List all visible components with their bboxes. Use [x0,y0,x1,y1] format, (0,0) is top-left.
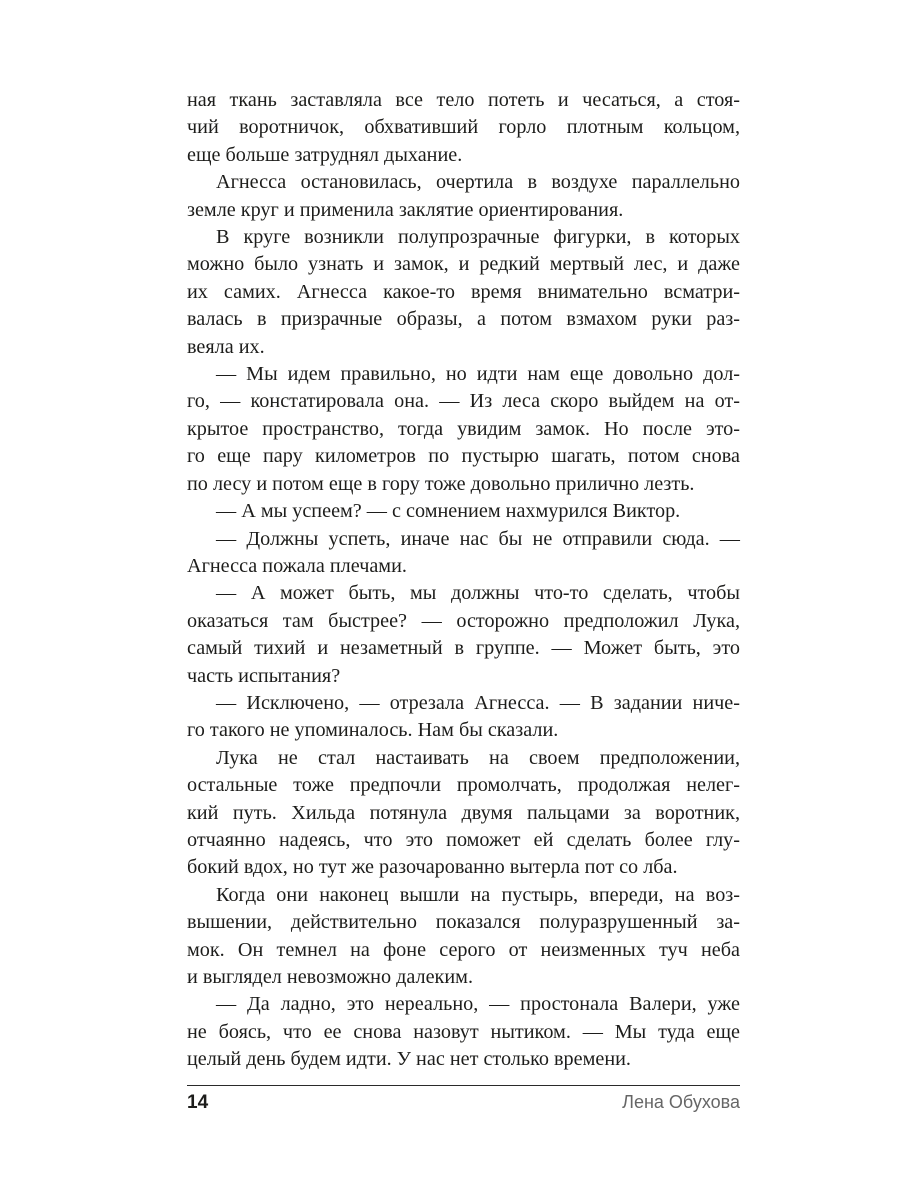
text-line: еще больше затруднял дыхание. [187,143,463,166]
text-line: — А может быть, мы должны что-то сделать, чтобы [216,582,740,605]
paragraph [187,498,740,525]
text-line: и выглядел невозможно далеким. [187,966,473,988]
text-line: Агнесса пожала плечами. [187,554,407,577]
paragraph [187,87,740,169]
text-line: го еще пару километров по пустырю шагать, потом снова [187,445,740,468]
paragraph [187,690,740,745]
paragraph [187,580,740,690]
text-line: кий путь. Хильда потянула двумя пальцами за воротник, [187,801,740,824]
text-line: оказаться там быстрее? — осторожно предположил Лука, [187,609,740,632]
text-line: го, — констатировала она. — Из леса скоро выйдем на от- [187,390,740,413]
text-line: — Мы идем правильно, но идти нам еще довольно дол- [216,363,740,386]
text-line: вышении, действительно показался полуразрушенный за- [187,911,740,934]
text-line: — А мы успеем? — с сомнением нахмурился Виктор. [216,500,681,523]
text-line: валась в призрачные образы, а потом взмахом руки раз- [187,308,740,331]
text-line: бокий вдох, но тут же разочарованно вытерла пот со лба. [187,856,678,879]
text-line: веяла их. [187,335,265,358]
paragraph [187,991,740,1073]
text-line: — Должны успеть, иначе нас бы не отправили сюда. — [216,527,740,550]
paragraph [187,224,740,361]
text-line: остальные тоже предпочли промолчать, продолжая нелег- [187,774,740,797]
body-text [187,87,740,1074]
text-line: часть испытания? [187,664,341,687]
text-line: — Да ладно, это нереально, — простонала Валери, уже [216,993,740,1016]
text-line: чий воротничок, обхвативший горло плотным кольцом, [187,116,740,139]
paragraph [187,882,740,992]
text-line: ная ткань заставляла все тело потеть и чесаться, а стоя- [187,89,740,111]
text-line: по лесу и потом еще в гору тоже довольно прилично лезть. [187,472,695,495]
text-line: целый день будем идти. У нас нет столько времени. [187,1048,631,1071]
text-line: можно было узнать и замок, и редкий мертвый лес, и даже [187,253,740,276]
text-line: В круге возникли полупрозрачные фигурки, в которых [216,226,740,249]
text-line: отчаянно надеясь, что это поможет ей сделать более глу- [187,828,740,851]
paragraph [187,526,740,581]
text-line: земле круг и применила заклятие ориентирования. [187,198,624,221]
text-line: самый тихий и незаметный в группе. — Может быть, это [187,637,740,660]
page-number: 14 [187,1092,209,1113]
text-line: крытое пространство, тогда увидим замок. Но после это- [187,417,740,440]
text-line: го такого не упоминалось. Нам бы сказали. [187,719,559,742]
text-line: их самих. Агнесса какое-то время внимательно всматри- [187,280,740,303]
paragraph [187,745,740,882]
paragraph [187,361,740,498]
running-footer-author: Лена Обухова [622,1092,740,1112]
page-footer [187,1085,740,1126]
text-line: Лука не стал настаивать на своем предположении, [216,746,740,769]
text-line: мок. Он темнел на фоне серого от неизменных туч неба [187,938,740,961]
paragraph [187,169,740,224]
text-line: не боясь, что ее снова назовут нытиком. — Мы туда еще [187,1020,740,1043]
text-line: Агнесса остановилась, очертила в воздухе параллельно [216,171,740,194]
text-line: Когда они наконец вышли на пустырь, впереди, на воз- [216,883,740,906]
text-line: — Исключено, — отрезала Агнесса. — В задании ниче- [216,691,740,714]
